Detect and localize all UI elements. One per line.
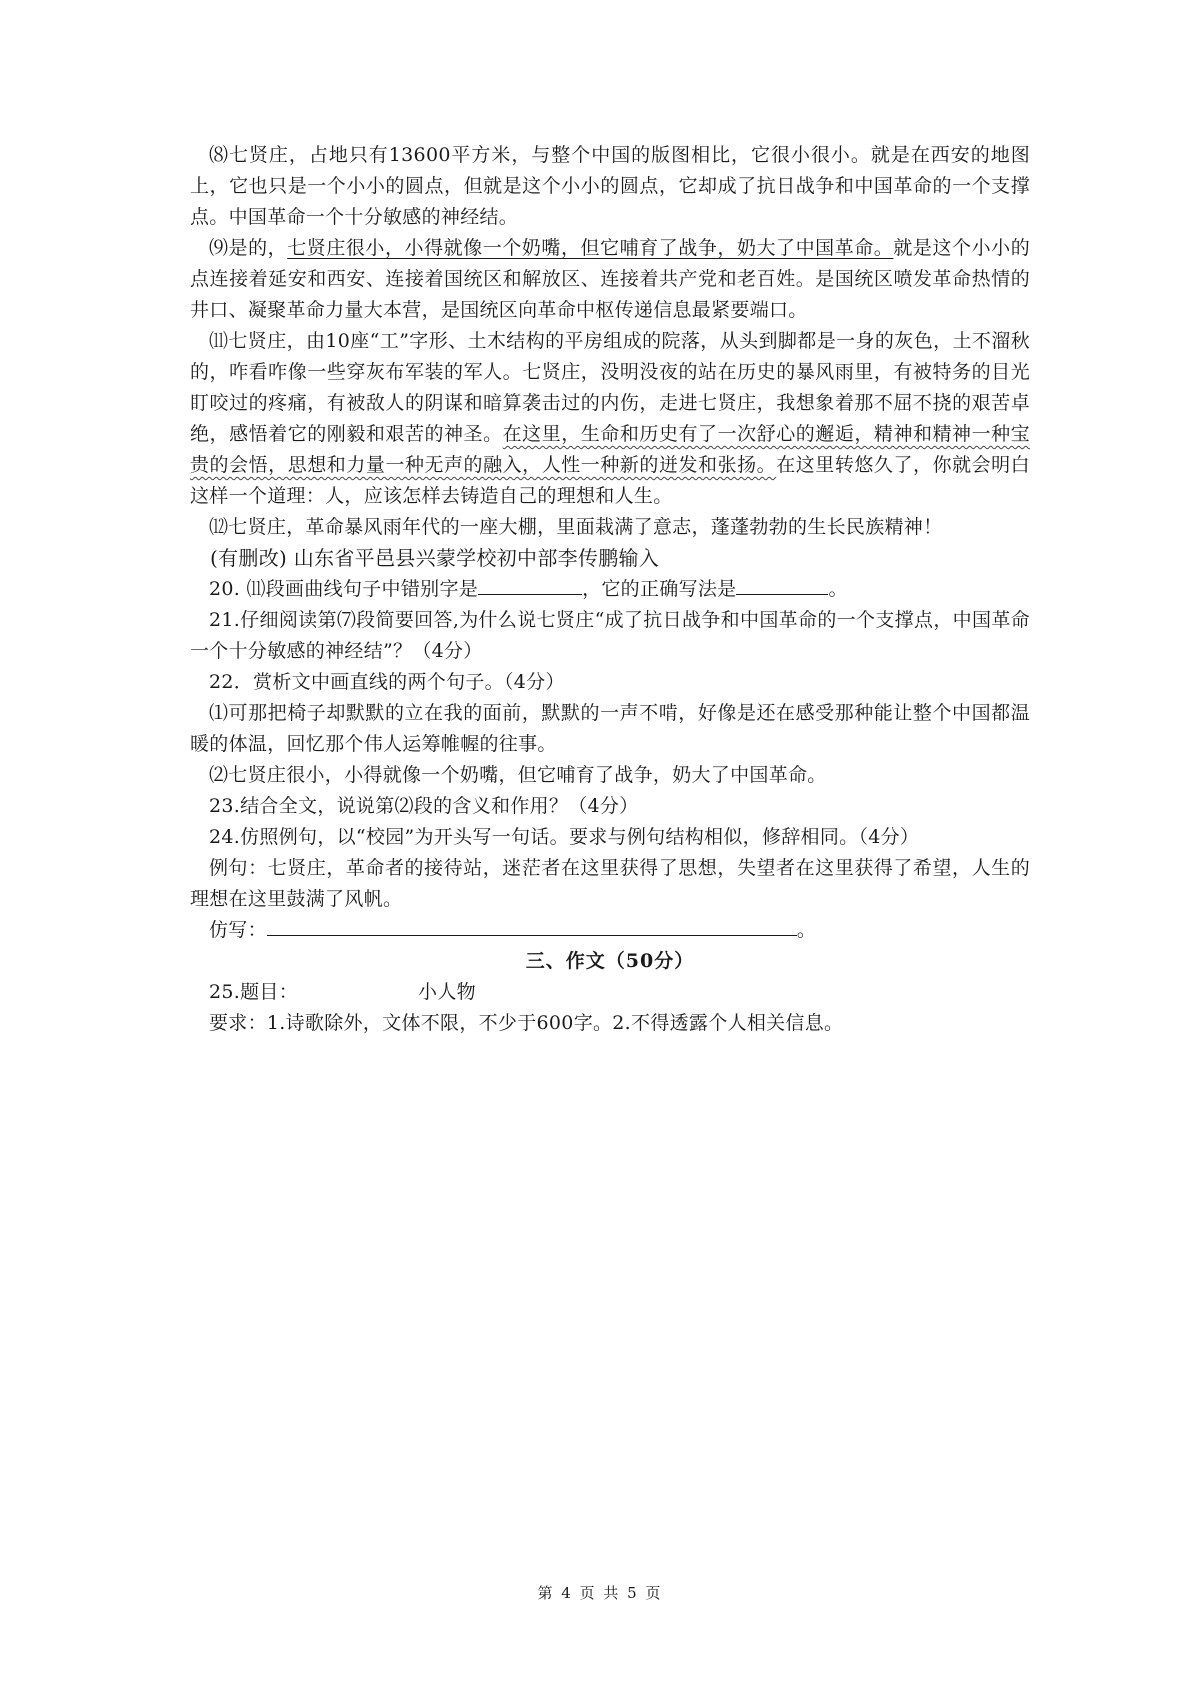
question-20-answer-blank-2[interactable] bbox=[736, 574, 828, 595]
question-25-requirements-text: 要求：1.诗歌除外，文体不限，不少于600字。2.不得透露个人相关信息。 bbox=[209, 1012, 844, 1034]
question-22-sentence-1-text: ⑴可那把椅子却默默的立在我的面前，默默的一声不啃，好像是还在感受那种能让整个中国都温暖的体温，回忆那个伟人运筹帷幄的往事。 bbox=[190, 702, 1030, 755]
paragraph-9-underlined-sentence: 七贤庄很小，小得就像一个奶嘴，但它哺育了战争，奶大了中国革命。 bbox=[287, 237, 894, 259]
paragraph-8-text: ⑻七贤庄，占地只有13600平方米，与整个中国的版图相比，它很小很小。就是在西安的地图上，它也只是一个小小的圆点，但就是这个小小的圆点，它却成了抗日战争和中国革命的一个支撑点。中国革命一个十分敏感的神经结。 bbox=[190, 144, 1030, 228]
question-20-part-c: 。 bbox=[828, 578, 848, 600]
paragraph-9-rest: 就是这个小小的点连接着延安和西安、连接着国统区和解放区、连接着共产党和老百姓。是国统区喷发革命热情的井口、凝聚革命力量大本营，是国统区向革命中枢传递信息最紧要端口。 bbox=[190, 237, 1030, 321]
question-22-sentence-2 bbox=[190, 760, 1030, 791]
page-number: 第 4 页 共 5 页 bbox=[537, 1584, 663, 1602]
question-24-text: 24.仿照例句，以“校园”为开头写一句话。要求与例句结构相似，修辞相同。（4分） bbox=[209, 826, 920, 848]
source-note bbox=[190, 543, 1030, 574]
question-20-part-a: 20. ⑾段画曲线句子中错别字是 bbox=[209, 578, 479, 600]
question-21-text: 21.仔细阅读第⑺段简要回答,为什么说七贤庄“成了抗日战争和中国革命的一个支撑点，中国革命一个十分敏感的神经结”？（4分） bbox=[190, 609, 1030, 662]
page-content bbox=[190, 140, 1030, 1039]
question-24-imitate-label: 仿写： bbox=[209, 919, 267, 941]
question-25-requirements bbox=[190, 1008, 1030, 1039]
question-22-sentence-1 bbox=[190, 698, 1030, 760]
question-24 bbox=[190, 822, 1030, 853]
page-footer bbox=[0, 1582, 1200, 1603]
question-25-label: 25.题目： bbox=[209, 981, 299, 1003]
paragraph-9 bbox=[190, 233, 1030, 326]
question-20-part-b: ，它的正确写法是 bbox=[582, 578, 737, 600]
section-3-heading-text: 三、作文（50分） bbox=[525, 950, 695, 972]
section-3-heading bbox=[190, 946, 1030, 977]
source-note-text: (有删改) 山东省平邑县兴蒙学校初中部李传鹏输入 bbox=[210, 546, 660, 570]
question-23 bbox=[190, 791, 1030, 822]
question-24-imitate-blank[interactable] bbox=[267, 915, 797, 936]
paragraph-8 bbox=[190, 140, 1030, 233]
paragraph-11 bbox=[190, 326, 1030, 512]
question-22-sentence-2-text: ⑵七贤庄很小，小得就像一个奶嘴，但它哺育了战争，奶大了中国革命。 bbox=[209, 764, 827, 786]
question-21 bbox=[190, 605, 1030, 667]
question-24-imitate-end: 。 bbox=[796, 919, 817, 941]
paragraph-11-main: ⑾七贤庄，由10座“工”字形、土木结构的平房组成的院落，从头到脚都是一身的灰色，土不溜秋的，咋看咋像一些穿灰布军装的军人。七贤庄，没明没夜的站在历史的暴风雨里，有被特务的目光盯咬过的疼痛，有被敌人的阴谋和暗算袭击过的内伤，走进七贤庄，我想象着那不屈不挠的艰苦卓绝，感悟着它的刚毅和艰苦的神圣。 bbox=[190, 330, 1030, 445]
question-20 bbox=[190, 574, 1030, 605]
question-22-text: 22．赏析文中画直线的两个句子。（4分） bbox=[209, 671, 565, 693]
paragraph-12 bbox=[190, 512, 1030, 543]
question-22 bbox=[190, 667, 1030, 698]
question-24-example bbox=[190, 853, 1030, 915]
paragraph-11-wavy-sentence: 在这里，生命和历史有了一次舒心的邂逅，精神和精神一种宝贵的会悟，思想和力量一种无声的融入，人性一种新的迸发和张扬。 bbox=[190, 423, 1030, 476]
paragraph-11-rest: 在这里转悠久了，你就会明白这样一个道理：人，应该怎样去铸造自己的理想和人生。 bbox=[190, 454, 1030, 507]
question-23-text: 23.结合全文，说说第⑵段的含义和作用？（4分） bbox=[209, 795, 639, 817]
question-25-title: 小人物 bbox=[418, 981, 476, 1003]
question-20-answer-blank-1[interactable] bbox=[478, 574, 582, 595]
paragraph-12-text: ⑿七贤庄，革命暴风雨年代的一座大棚，里面栽满了意志，蓬蓬勃勃的生长民族精神！ bbox=[209, 516, 943, 538]
question-24-example-text: 例句：七贤庄，革命者的接待站，迷茫者在这里获得了思想，失望者在这里获得了希望，人生的理想在这里鼓满了风帆。 bbox=[190, 857, 1030, 910]
question-24-imitate bbox=[190, 915, 1030, 946]
paragraph-9-prefix: ⑼是的， bbox=[209, 237, 288, 259]
question-25 bbox=[190, 977, 1030, 1008]
